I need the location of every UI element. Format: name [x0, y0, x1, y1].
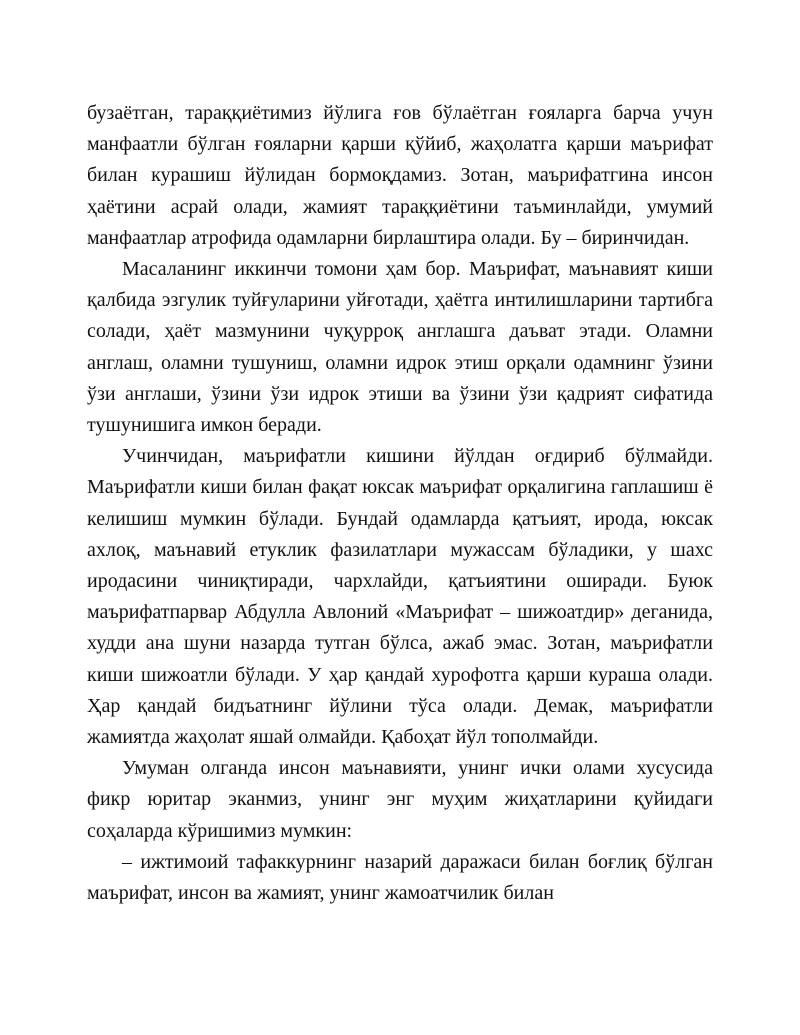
- document-page: [87, 98, 713, 909]
- paragraph-continuation: бузаётган, тараққиётимиз йўлига ғов бўлаётган ғояларга барча учун манфаатли бўлган ғояларни қарши қўйиб, жаҳолатга қарши маърифат билан курашиш йўлидан бормоқдамиз. Зотан, маърифатгина инсон ҳаётини асрай олади, жамият тараққиётини таъминлайди, умумий манфаатлар атрофида одамларни бирлаштира олади. Бу – биринчидан.: [87, 102, 713, 249]
- paragraph-summary: Умуман олганда инсон маънавияти, унинг ички олами хусусида фикр юритар эканмиз, унинг энг муҳим жиҳатларини қуйидаги соҳаларда кўришимиз мумкин:: [87, 757, 713, 842]
- list-item-first: – ижтимоий тафаккурнинг назарий даражаси билан боғлиқ бўлган маърифат, инсон ва жамият, унинг жамоатчилик билан: [87, 850, 713, 905]
- paragraph-third-aspect: Учинчидан, маърифатли кишини йўлдан оғдириб бўлмайди. Маърифатли киши билан фақат юксак маърифат орқалигина гаплашиш ё келишиш мумкин бўлади. Бундай одамларда қатъият, ирода, юксак ахлоқ, маънавий етуклик фазилатлари мужассам бўладики, у шахс иродасини чиниқтиради, чархлайди, қатъиятини оширади. Буюк маърифатпарвар Абдулла Авлоний «Маърифат – шижоатдир» деганида, худди ана шуни назарда тутган бўлса, ажаб эмас. Зотан, маърифатли киши шижоатли бўлади. У ҳар қандай хурофотга қарши кураша олади. Ҳар қандай бидъатнинг йўлини тўса олади. Демак, маърифатли жамиятда жаҳолат яшай олмайди. Қабоҳат йўл тополмайди.: [87, 445, 713, 749]
- paragraph-second-aspect: Масаланинг иккинчи томони ҳам бор. Маърифат, маънавият киши қалбида эзгулик туйғуларини уйғотади, ҳаётга интилишларини тартибга солади, ҳаёт мазмунини чуқурроқ англашга даъват этади. Оламни англаш, оламни тушуниш, оламни идрок этиш орқали одамнинг ўзини ўзи англаши, ўзини ўзи идрок этиши ва ўзини ўзи қадрият сифатида тушунишига имкон беради.: [87, 258, 713, 437]
